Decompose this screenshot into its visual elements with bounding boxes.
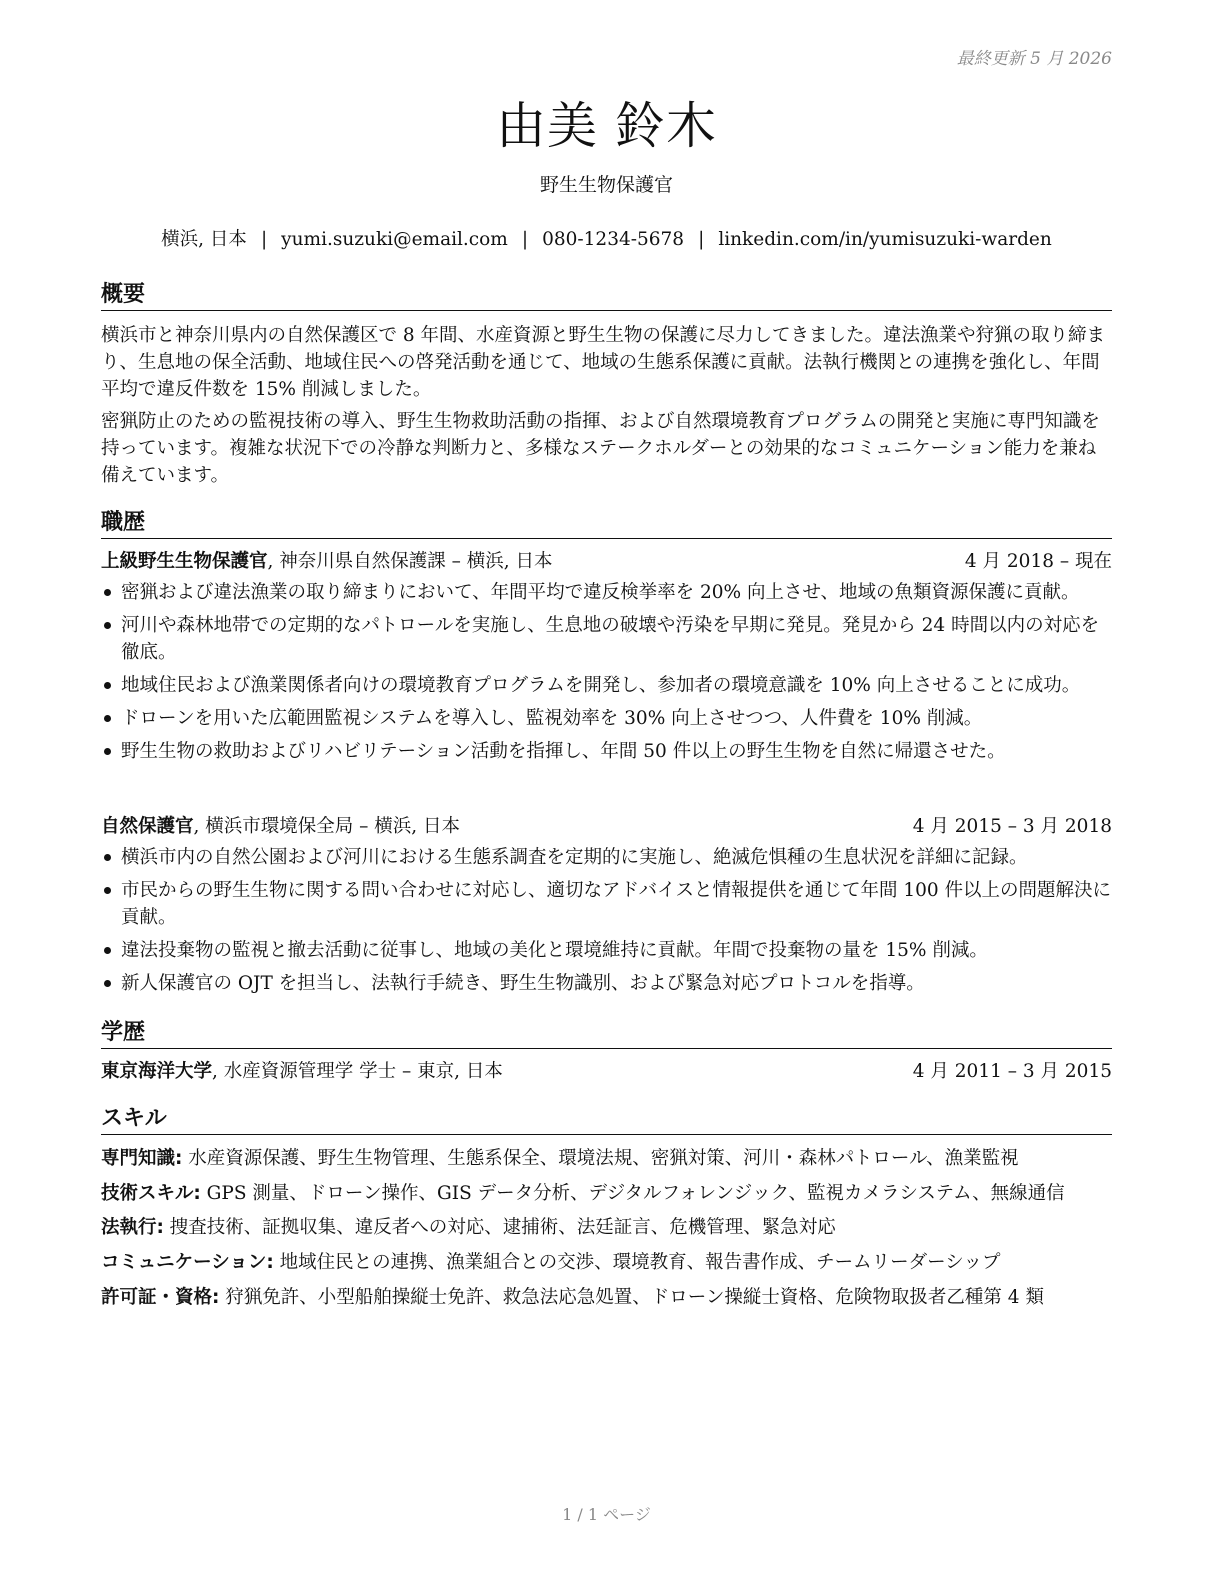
candidate-name: 由美 鈴木 [496, 97, 717, 155]
contact-location: 横浜, 日本 [161, 229, 247, 250]
skill-value: 捜査技術、証拠収集、違反者への対応、逮捕術、法廷証言、危機管理、緊急対応 [163, 1217, 836, 1238]
last-updated: 最終更新 5 月 2026 [956, 49, 1112, 69]
contact-separator: | [260, 229, 268, 250]
skill-line [101, 1180, 1112, 1207]
education-entry [101, 1058, 1112, 1085]
job-bullet: 地域住民および漁業関係者向けの環境教育プログラムを開発し、参加者の環境意識を 10% 向上させることに成功。 [101, 672, 1112, 699]
job-bullet: ドローンを用いた広範囲監視システムを導入し、監視効率を 30% 向上させつつ、人件費を 10% 削減。 [101, 705, 1112, 732]
summary-paragraph-1: 横浜市と神奈川県内の自然保護区で 8 年間、水産資源と野生生物の保護に尽力してきました。違法漁業や狩猟の取り締まり、生息地の保全活動、地域住民への啓発活動を通じて、地域の生態系保護に貢献。法執行機関との連携を強化し、年間平均で違反件数を 15% 削減しました。 [101, 325, 1106, 400]
skill-value: 水産資源保護、野生生物管理、生態系保全、環境法規、密猟対策、河川・森林パトロール、漁業監視 [182, 1148, 1019, 1169]
page-indicator: 1 / 1 ページ [562, 1505, 651, 1524]
job-bullet: 市民からの野生生物に関する問い合わせに対応し、適切なアドバイスと情報提供を通じて年間 100 件以上の問題解決に貢献。 [101, 877, 1112, 931]
skill-line [101, 1145, 1112, 1172]
school-name: 東京海洋大学 [101, 1061, 213, 1082]
section-title-experience: 職歴 [101, 505, 1112, 539]
job-bullet: 横浜市内の自然公園および河川における生態系調査を定期的に実施し、絶滅危惧種の生息状況を詳細に記録。 [101, 844, 1112, 871]
skill-label: 許可証・資格: [101, 1287, 220, 1308]
contact-linkedin[interactable]: linkedin.com/in/yumisuzuki-warden [718, 229, 1052, 250]
job-header [101, 813, 1112, 840]
summary-paragraph-2: 密猟防止のための監視技術の導入、野生生物救助活動の指揮、および自然環境教育プログラムの開発と実施に専門知識を持っています。複雑な状況下での冷静な判断力と、多様なステークホルダーとの効果的なコミュニケーション能力を兼ね備えています。 [101, 411, 1100, 486]
job-bullets [101, 579, 1112, 771]
job-dates: 4 月 2015 – 3 月 2018 [912, 816, 1112, 837]
contact-phone[interactable]: 080-1234-5678 [542, 229, 685, 250]
job-title: 上級野生生物保護官 [101, 551, 268, 572]
section-title-summary: 概要 [101, 277, 1112, 311]
skill-value: GPS 測量、ドローン操作、GIS データ分析、デジタルフォレンジック、監視カメラシステム、無線通信 [200, 1183, 1065, 1204]
skill-label: 技術スキル: [101, 1183, 201, 1204]
section-title-education: 学歴 [101, 1015, 1112, 1049]
headline: 野生生物保護官 [539, 174, 673, 196]
contact-separator: | [521, 229, 529, 250]
job-dates: 4 月 2018 – 現在 [964, 551, 1112, 572]
job-bullet: 野生生物の救助およびリハビリテーション活動を指揮し、年間 50 件以上の野生生物を自然に帰還させた。 [101, 738, 1112, 765]
degree-detail: , 水産資源管理学 学士 – 東京, 日本 [212, 1061, 503, 1082]
contact-line [101, 225, 1112, 251]
job-bullet: 新人保護官の OJT を担当し、法執行手続き、野生生物識別、および緊急対応プロトコルを指導。 [101, 970, 1112, 997]
contact-email[interactable]: yumi.suzuki@email.com [281, 229, 508, 250]
job-title: 自然保護官 [101, 816, 194, 837]
skill-label: コミュニケーション: [101, 1252, 274, 1273]
education-dates: 4 月 2011 – 3 月 2015 [912, 1061, 1112, 1082]
resume-page [101, 0, 1112, 1584]
job-header [101, 548, 1112, 575]
skill-label: 専門知識: [101, 1148, 183, 1169]
skill-line [101, 1284, 1112, 1311]
section-title-skills: スキル [101, 1101, 1112, 1135]
skill-line [101, 1214, 1112, 1241]
contact-separator: | [698, 229, 705, 250]
job-bullet: 密猟および違法漁業の取り締まりにおいて、年間平均で違反検挙率を 20% 向上させ、地域の魚類資源保護に貢献。 [101, 579, 1112, 606]
skill-line [101, 1249, 1112, 1276]
skill-value: 狩猟免許、小型船舶操縦士免許、救急法応急処置、ドローン操縦士資格、危険物取扱者乙種第 4 類 [219, 1287, 1044, 1308]
job-bullets [101, 844, 1112, 1003]
job-bullet: 違法投棄物の監視と撤去活動に従事し、地域の美化と環境維持に貢献。年間で投棄物の量を 15% 削減。 [101, 937, 1112, 964]
skill-value: 地域住民との連携、漁業組合との交渉、環境教育、報告書作成、チームリーダーシップ [273, 1252, 1001, 1273]
job-bullet: 河川や森林地帯での定期的なパトロールを実施し、生息地の破壊や汚染を早期に発見。発見から 24 時間以内の対応を徹底。 [101, 612, 1112, 666]
job-organization: , 神奈川県自然保護課 – 横浜, 日本 [267, 551, 553, 572]
job-organization: , 横浜市環境保全局 – 横浜, 日本 [193, 816, 461, 837]
skill-label: 法執行: [101, 1217, 164, 1238]
